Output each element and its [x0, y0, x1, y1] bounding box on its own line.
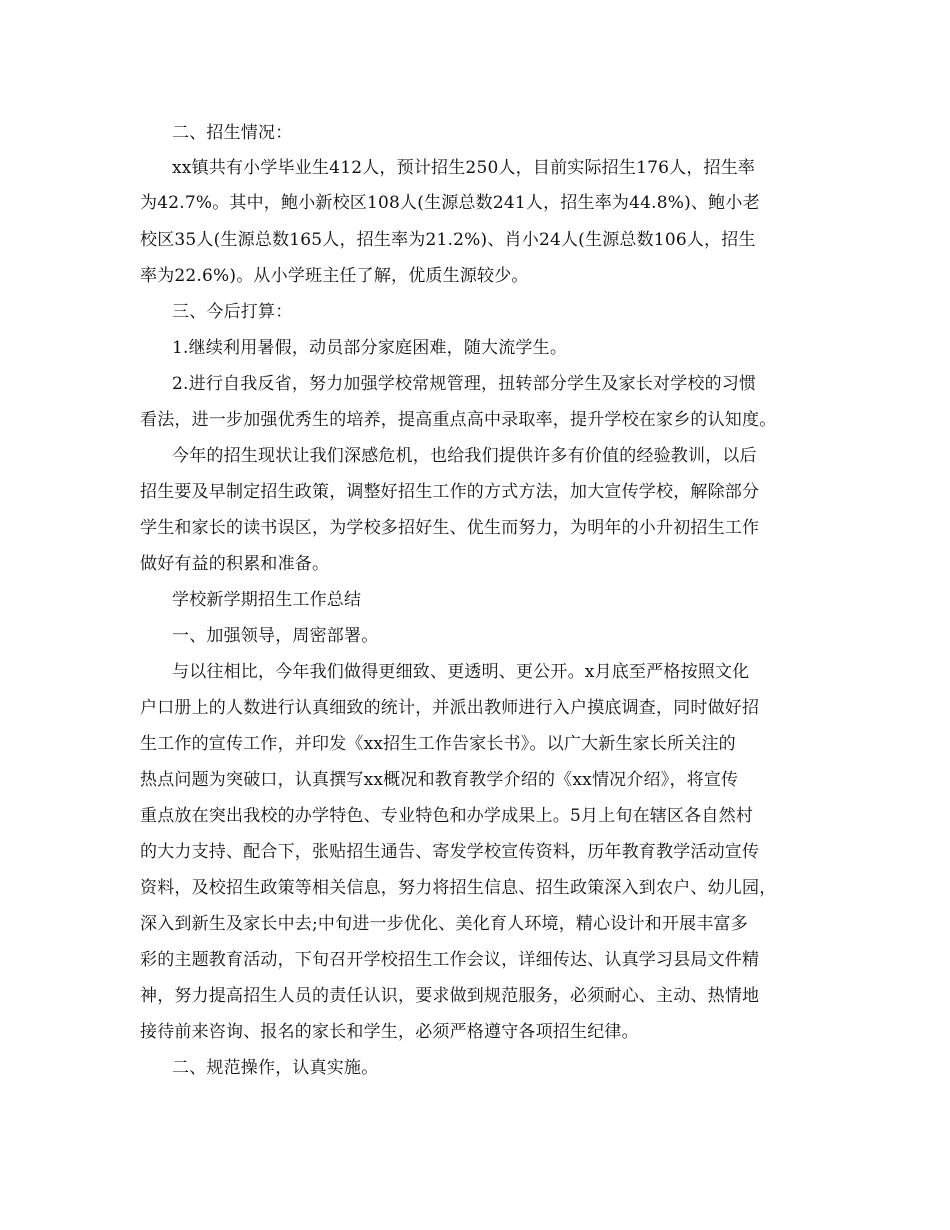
paragraph-line: 校区35人(生源总数165人，招生率为21.2%)、肖小24人(生源总数106人，招生 — [140, 230, 756, 250]
paragraph-line: 资料，及校招生政策等相关信息，努力将招生信息、招生政策深入到农户、幼儿园， — [140, 878, 777, 898]
paragraph-line: 生工作的宣传工作，并印发《xx招生工作告家长书》。以广大新生家长所关注的 — [140, 734, 736, 754]
heading-leadership: 一、加强领导，周密部署。 — [172, 626, 379, 646]
paragraph-line: 做好有益的积累和准备。 — [140, 554, 330, 574]
paragraph-line: 看法，进一步加强优秀生的培养，提高重点高中录取率，提升学校在家乡的认知度。 — [140, 410, 777, 430]
paragraph-line: 与以往相比，今年我们做得更细致、更透明、更公开。x月底至严格按照文化 — [172, 662, 750, 682]
section-title: 学校新学期招生工作总结 — [172, 590, 362, 610]
paragraph-line: 今年的招生现状让我们深感危机，也给我们提供许多有价值的经验教训，以后 — [172, 446, 757, 466]
heading-enrollment-status: 二、招生情况： — [172, 123, 293, 143]
paragraph-line: xx镇共有小学毕业生412人，预计招生250人，目前实际招生176人，招生率 — [172, 158, 756, 178]
paragraph-line: 深入到新生及家长中去;中旬进一步优化、美化育人环境，精心设计和开展丰富多 — [140, 914, 748, 934]
paragraph-line: 学生和家长的读书误区，为学校多招好生、优生而努力，为明年的小升初招生工作 — [140, 518, 760, 538]
heading-standard-operation: 二、规范操作，认真实施。 — [172, 1058, 379, 1078]
paragraph-line: 率为22.6%)。从小学班主任了解，优质生源较少。 — [140, 266, 529, 286]
list-item-1: 1.继续利用暑假，动员部分家庭困难，随大流学生。 — [172, 338, 568, 358]
paragraph-line: 彩的主题教育活动，下旬召开学校招生工作会议，详细传达、认真学习县局文件精 — [140, 950, 760, 970]
paragraph-line: 为42.7%。其中，鲍小新校区108人(生源总数241人，招生率为44.8%)、鲍小老 — [140, 193, 760, 213]
paragraph-line: 神，努力提高招生人员的责任认识，要求做到规范服务，必须耐心、主动、热情地 — [140, 986, 760, 1006]
paragraph-line: 重点放在突出我校的办学特色、专业特色和办学成果上。5月上旬在辖区各自然村 — [140, 806, 754, 826]
paragraph-line: 接待前来咨询、报名的家长和学生，必须严格遵守各项招生纪律。 — [140, 1022, 639, 1042]
paragraph-line: 招生要及早制定招生政策，调整好招生工作的方式方法，加大宣传学校，解除部分 — [140, 482, 760, 502]
heading-future-plans: 三、今后打算： — [172, 302, 293, 322]
paragraph-line: 的大力支持、配合下，张贴招生通告、寄发学校宣传资料，历年教育教学活动宣传 — [140, 842, 760, 862]
paragraph-line: 热点问题为突破口，认真撰写xx概况和教育教学介绍的《xx情况介绍》，将宣传 — [140, 770, 739, 790]
paragraph-line: 户口册上的人数进行认真细致的统计，并派出教师进行入户摸底调查，同时做好招 — [140, 698, 760, 718]
list-item-2: 2.进行自我反省，努力加强学校常规管理，扭转部分学生及家长对学校的习惯 — [172, 374, 757, 394]
